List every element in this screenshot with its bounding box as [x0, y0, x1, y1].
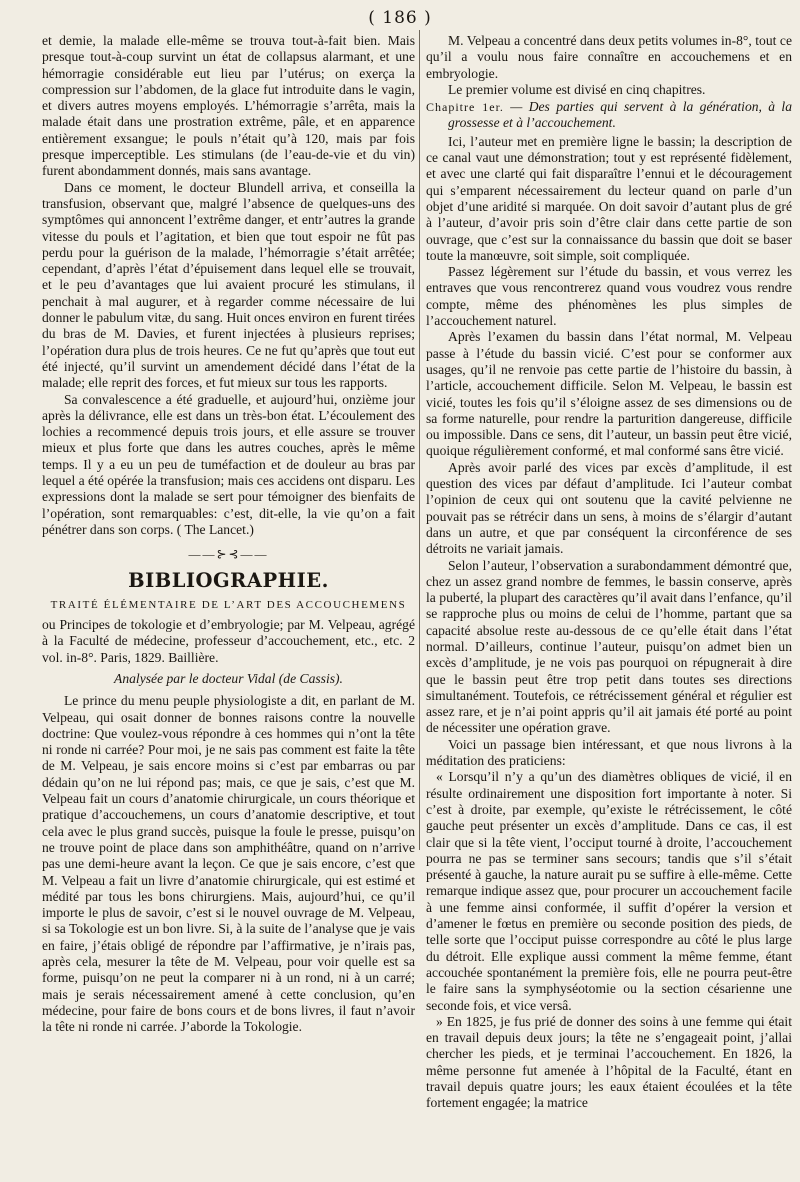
page-number: ( 186 ) — [368, 8, 432, 28]
book-citation: ou Principes de tokologie et d’embryologie; par M. Velpeau, agrégé à la Faculté de médecine, professeur d’accouchement, etc., etc. 2 vol. in-8°. Paris, 1829. Baillière. — [42, 617, 415, 665]
case-report-paragraph: et demie, la malade elle-même se trouva tout-à-fait bien. Mais presque tout-à-coup survint un état de collapsus alarmant, et une hémorragie considérable eut lieu par l’utérus; on exerça la compression sur l’abdomen, de la glace fut introduite dans le vagin, et divers autres moyens employés. L’hémorragie s’arrêta, mais la malade était dans une prostration extrême, pâle, et en apparence entièrement exsangue; le pouls n’était qu’à 120, mais par fois presque imperceptible. Les stimulans (de l’eau-de-vie et du vin) furent abondamment donnés, mais sans avantage. — [42, 33, 415, 179]
review-paragraph: Après l’examen du bassin dans l’état normal, M. Velpeau passe à l’étude du bassin vicié. C’est pour se conformer aux usages, qu’il ne renvoie pas cette partie de l’histoire du bassin, à l’article, accouchement difficile. Selon M. Velpeau, le bassin est vicié, toutes les fois qu’il s’éloigne assez de ses dimensions ou de sa forme naturelle, pour rendre la parturition dangereuse, difficile ou impossible. Dans ce sens, dit l’auteur, un bassin peut être vicié, quoique régulièrement conformé, et mal conformé sans être vicié. — [426, 329, 792, 459]
section-heading: BIBLIOGRAPHIE. — [128, 568, 329, 592]
column-divider — [419, 30, 420, 850]
case-report-paragraph: Dans ce moment, le docteur Blundell arriva, et conseilla la transfusion, observant que, malgré l’absence de quelques-uns des symptômes qui annoncent l’extrême danger, et entr’autres la grande vitesse du pouls et l’agitation, et bien que tout espoir ne fût pas perdu pour la guérison de la malade, l’hémorragie s’était arrêtée; cependant, d’après l’état d’épuisement dans lequel elle se trouvait, et le peu d’avantages que lui avaient procuré les stimulans, il penchait à mal augurer, et à regarder comme nécessaire de lui donner le pabulum vitæ, du sang. Huit onces environ en furent tirées du bras de M. Davies, et furent injectées à plusieurs reprises; l’opération dura plus de trois heures. Ce ne fut qu’après que tout eut été injecté, qu’il survint un amendement décidé dans l’état de la malade; elle reprit des forces, et fut mieux sur tous les rapports. — [42, 179, 415, 391]
chapter-title: — Des parties qui servent à la génération, à la grossesse et à l’accouchement. — [448, 99, 792, 131]
review-paragraph: M. Velpeau a concentré dans deux petits volumes in-8°, tout ce qu’il a voulu nous faire connaître en accouchemens et en embryologie. — [426, 33, 792, 81]
quoted-passage: « Lorsqu’il n’y a qu’un des diamètres obliques de vicié, il en résulte ordinairement une disposition fort importante à noter. Si c’est à droite, par exemple, qu’existe le rétrécissement, le côté gauche peut présenter un excès d’amplitude. Dans ce cas, il est clair que si la tête vient, l’occiput tourné à droite, l’accouchement pourra ne pas se terminer sans secours; tandis que s’il s’était présenté à gauche, la nature aurait pu se suffire à elle-même. Cette remarque indique assez que, pour procurer un accouchement facile à une femme ainsi conformée, il suffit d’opérer la version et d’amener le fœtus en première ou seconde position des pieds, de telle sorte que l’occiput puisse correspondre au côté le plus large du détroit. Elle explique aussi comment la même femme, étant accouchée spontanément la première fois, elle ne pourra peut-être le faire sans la symphyséotomie ou la section césarienne une seconde fois, et vice versâ. — [426, 769, 792, 1013]
review-paragraph: Le premier volume est divisé en cinq chapitres. — [448, 81, 706, 97]
reviewer-line: Analysée par le docteur Vidal (de Cassis). — [114, 670, 343, 686]
treatise-title: TRAITÉ ÉLÉMENTAIRE DE L’ART DES ACCOUCHEMENS — [50, 598, 407, 611]
review-paragraph: Le prince du menu peuple physiologiste a dit, en parlant de M. Velpeau, qui osait donner de bonnes raisons contre la nouvelle doctrine: Que voulez-vous répondre à ces hommes qui n’ont la tête ni ronde ni carrée? Pour moi, je ne sais pas comment est faite la tête de M. Velpeau, je sais encore moins si c’est par embarras ou par dédain qu’on ne lui répond pas; mais, ce que je sais, c’est que M. Velpeau fait un cours d’anatomie chirurgicale, un cours théorique et pratique d’accouchemens, un cours d’anatomie descriptive, et tout cela avec le plus grand succès, puisque la foule le presse, puisqu’on ne trouve point de place dans son amphithéâtre, quand on n’arrive pas une demi-heure avant la leçon. Ce que je sais encore, c’est que M. Velpeau a fait un livre d’anatomie chirurgicale, qui est estimé et médité par tous les bons chirurgiens. Mais, aujourd’hui, ce qu’il importe le plus de savoir, c’est si le nouvel ouvrage de M. Velpeau, si sa Tokologie est un bon livre. Si, à la suite de l’analyse que je vais en faire, j’étais obligé de répondre par l’affirmative, je n’irais pas, après cela, mesurer la tête de M. Velpeau, pour voir quelle est sa forme, puisqu’on ne peut la comparer ni à un rond, ni à un carré; mais je serais nécessairement amené à cette conclusion, qu’en médecine, pour faire de bons cours et de bons livres, il faut n’avoir la tête ni ronde ni carrée. J’aborde la Tokologie. — [42, 693, 415, 1035]
chapter-label: Chapitre 1er. — [426, 100, 504, 115]
review-paragraph: Passez légèrement sur l’étude du bassin, et vous verrez les entraves que vous rencontrerez quand vous voudrez vous rendre compte, même des phénomènes les plus simples de l’accouchement naturel. — [426, 264, 792, 329]
right-column — [426, 33, 792, 1112]
review-paragraph: Voici un passage bien intéressant, et que nous livrons à la méditation des praticiens: — [426, 736, 792, 769]
review-paragraph: Ici, l’auteur met en première ligne le bassin; la description de ce canal vaut une démonstration; tout y est représenté fidèlement, et avec une clarté qui fait disparaître l’ennui et le découragement qui s’emparent nécessairement du lecteur quand on parle d’un objet d’une aridité si marquée. On doit savoir d’autant plus de gré à l’auteur, d’avoir pris soin d’être clair dans cette partie de son ouvrage, que c’est sur la connaissance du bassin que doit se baser toute la manœuvre, soit simple, soit compliquée. — [426, 133, 792, 263]
quoted-passage: » En 1825, je fus prié de donner des soins à une femme qui était en travail depuis deux jours; la tête ne s’engageait point, j’allai chercher les pieds, et je terminai l’accouchement. En 1826, la même personne fut amenée à l’hôpital de la Faculté, étant en travail depuis quatre jours; les eaux étaient écoulées et la tête fortement engagée; la matrice — [426, 1013, 792, 1111]
chapter-heading — [426, 99, 792, 132]
left-column — [42, 33, 415, 1036]
section-ornament: ——⊱⊰—— — [188, 547, 269, 562]
case-report-paragraph: Sa convalescence a été graduelle, et aujourd’hui, onzième jour après la délivrance, elle est dans un très-bon état. L’écoulement des lochies a recommencé depuis trois jours, et elle assure se trouver mieux et plus forte que dans les autres couches, après le même temps. Il y a eu un peu de tuméfaction et de douleur au bras par lequel a été opérée la transfusion; mais ces accidens ont disparu. Les expressions dont la malade se sert pour témoigner des bienfaits de l’opération, sont remarquables: c’est, dit-elle, la vie qu’on a fait pénétrer dans son corps. ( The Lancet.) — [42, 391, 415, 537]
review-paragraph: Selon l’auteur, l’observation a surabondamment démontré que, chez un assez grand nombre de femmes, le bassin conserve, après la puberté, la plupart des caractères qu’il avait dans l’enfance, qu’il se rapproche plus ou moins de celui de l’homme, partant que sa capacité absolue reste au-dessous de ce qu’elle était dans l’état normal. D’ailleurs, continue l’auteur, puisqu’on admet bien un excès d’amplitude, je ne vois pas pourquoi on répugnerait à dire que le bassin peut être trop petit dans toutes ses directions simultanément. Toutefois, ce rétrécissement général et régulier est assez rare, et je n’ai point appris qu’il ait jamais été porté au point de nécessiter une opération grave. — [426, 557, 792, 736]
review-paragraph: Après avoir parlé des vices par excès d’amplitude, il est question des vices par défaut d’amplitude. Ici l’auteur combat l’opinion de ceux qui ont soutenu que la cavité pelvienne ne pouvait pas se rétrécir dans un sens, à moins de s’élargir d’autant dans un autre, et que par conséquent la circonférence de ses détroits ne variait jamais. — [426, 459, 792, 557]
